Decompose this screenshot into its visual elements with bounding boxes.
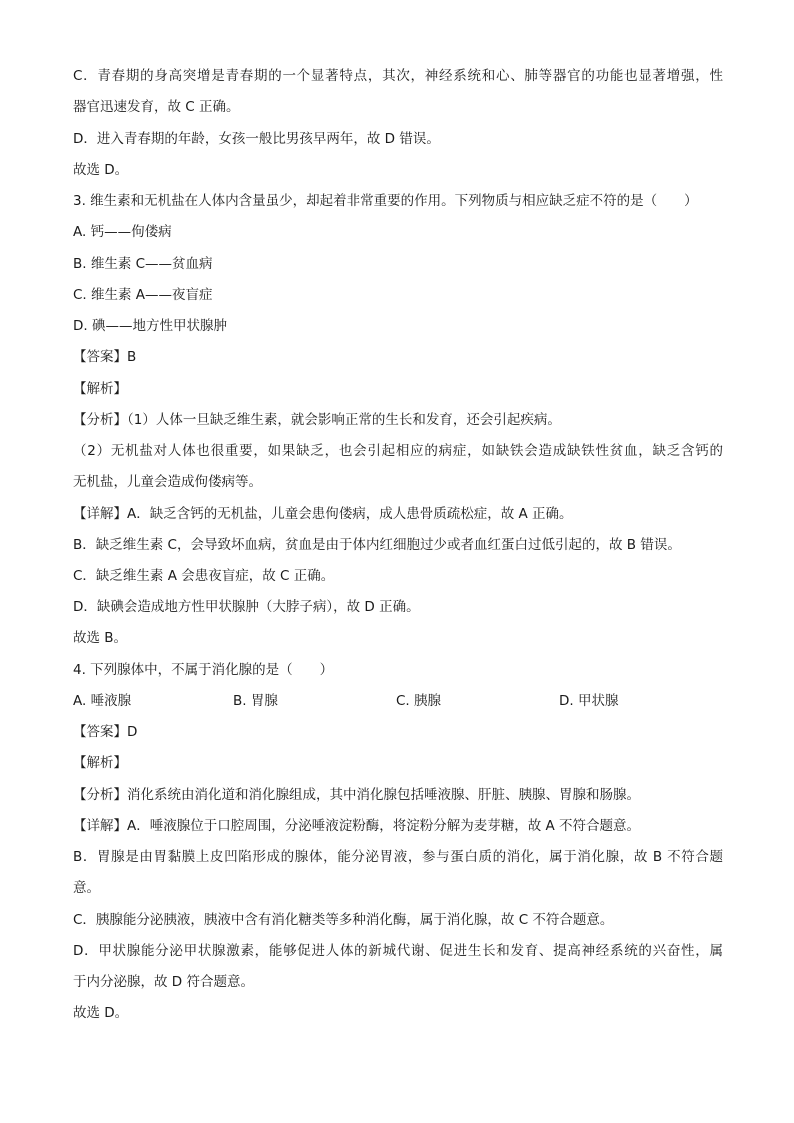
text-line: （2）无机盐对人体也很重要，如果缺乏，也会引起相应的病症，如缺铁会造成缺铁性贫血，缺乏含钙的 (73, 443, 723, 459)
question-4-option-a: A. 唾液腺 (73, 693, 132, 709)
text-line: 器官迅速发育，故 C 正确。 (73, 99, 240, 115)
question-4-option-d: D. 甲状腺 (559, 693, 619, 709)
text-line: 于内分泌腺，故 D 符合题意。 (73, 974, 254, 990)
text-line: D．缺碘会造成地方性甲状腺肿（大脖子病），故 D 正确。 (73, 599, 420, 615)
question-3-option-c: C. 维生素 A——夜盲症 (73, 287, 213, 303)
text-line: 无机盐，儿童会造成佝偻病等。 (73, 474, 262, 490)
text-line: D．进入青春期的年龄，女孩一般比男孩早两年，故 D 错误。 (73, 131, 440, 147)
question-3-option-d: D. 碘——地方性甲状腺肿 (73, 318, 227, 334)
analysis-label: 【解析】 (73, 381, 127, 397)
text-line: 故选 B。 (73, 630, 128, 646)
text-line: 故选 D。 (73, 1005, 129, 1021)
text-line: B．胃腺是由胃黏膜上皮凹陷形成的腺体，能分泌胃液，参与蛋白质的消化，属于消化腺，故 B 不符合题 (73, 849, 723, 865)
answer-label: 【答案】D (73, 724, 138, 740)
text-line: C．胰腺能分泌胰液，胰液中含有消化糖类等多种消化酶，属于消化腺，故 C 不符合题意。 (73, 912, 614, 928)
text-line: C．缺乏维生素 A 会患夜盲症，故 C 正确。 (73, 568, 335, 584)
question-3-option-a: A. 钙——佝偻病 (73, 224, 172, 240)
text-line: 故选 D。 (73, 162, 129, 178)
question-4-option-b: B. 胃腺 (233, 693, 278, 709)
text-line: 【详解】A．缺乏含钙的无机盐，儿童会患佝偻病，成人患骨质疏松症，故 A 正确。 (73, 506, 573, 522)
text-line: 【分析】（1）人体一旦缺乏维生素，就会影响正常的生长和发育，还会引起疾病。 (73, 412, 561, 428)
question-3-option-b: B. 维生素 C——贫血病 (73, 256, 213, 272)
text-line: 意。 (73, 880, 100, 896)
text-line: 【分析】消化系统由消化道和消化腺组成，其中消化腺包括唾液腺、肝脏、胰腺、胃腺和肠腺。 (73, 787, 640, 803)
text-line: B．缺乏维生素 C，会导致坏血病，贫血是由于体内红细胞过少或者血红蛋白过低引起的，故 B 错误。 (73, 537, 681, 553)
text-line: C．青春期的身高突增是青春期的一个显著特点，其次，神经系统和心、肺等器官的功能也显著增强，性 (73, 68, 723, 84)
question-3-stem: 3. 维生素和无机盐在人体内含量虽少，却起着非常重要的作用。下列物质与相应缺乏症不符的是（ ） (73, 193, 698, 209)
question-4-options (73, 692, 723, 710)
text-line: 【详解】A．唾液腺位于口腔周围，分泌唾液淀粉酶，将淀粉分解为麦芽糖，故 A 不符合题意。 (73, 818, 641, 834)
answer-label: 【答案】B (73, 349, 137, 365)
question-4-option-c: C. 胰腺 (396, 693, 442, 709)
analysis-label: 【解析】 (73, 755, 127, 771)
text-line: D．甲状腺能分泌甲状腺激素，能够促进人体的新城代谢、促进生长和发育、提高神经系统的兴奋性，属 (73, 943, 723, 959)
question-4-stem: 4. 下列腺体中，不属于消化腺的是（ ） (73, 662, 334, 678)
